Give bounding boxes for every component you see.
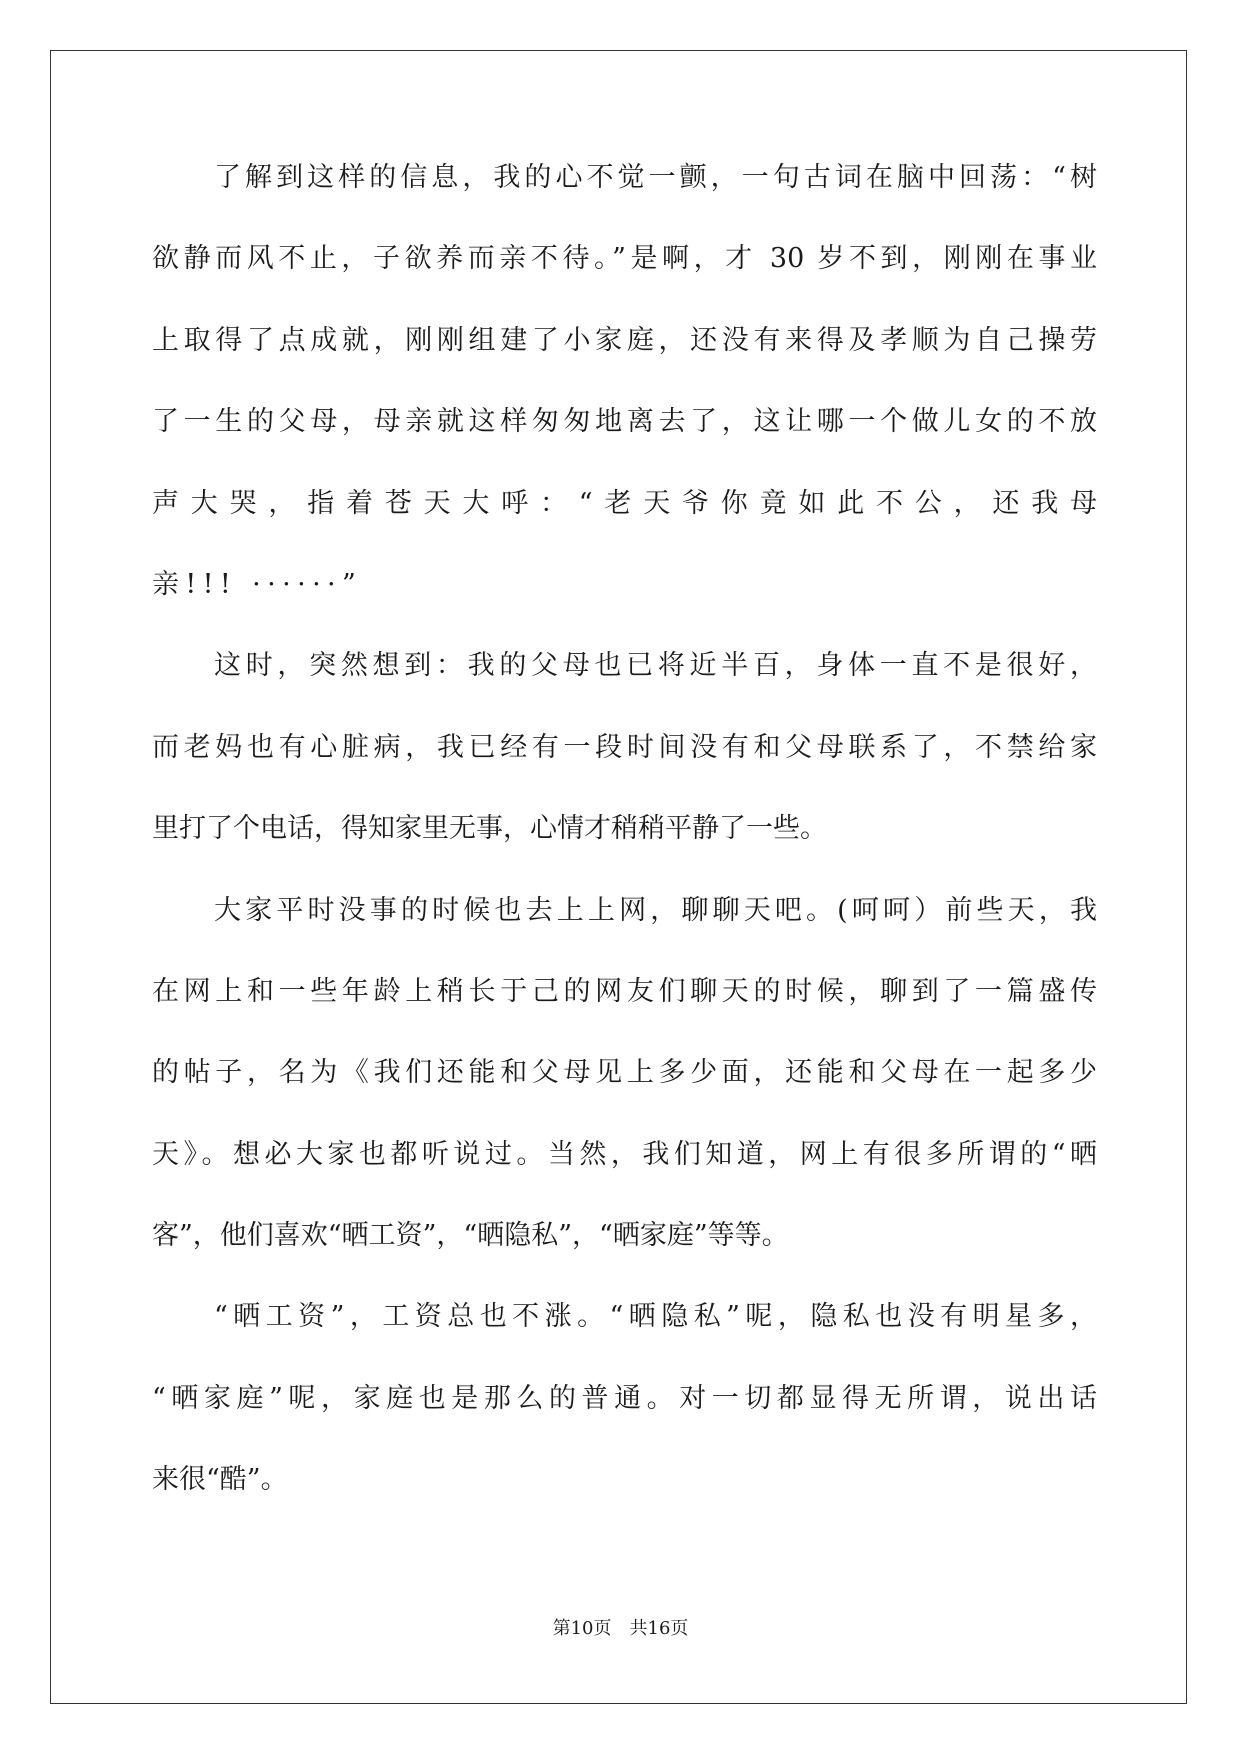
paragraph-line: 了解到这样的信息，我的心不觉一颤，一句古词在脑中回荡：“树 xyxy=(214,162,1097,193)
paragraph-line: 欲静而风不止，子欲养而亲不待。”是啊，才 30 岁不到，刚刚在事业 xyxy=(152,243,1097,275)
paragraph-line: “晒工资”，工资总也不涨。“晒隐私”呢，隐私也没有明星多， xyxy=(214,1301,1097,1333)
paragraph-line: “晒家庭”呢，家庭也是那么的普通。对一切都显得无所谓，说出话 xyxy=(152,1382,1097,1414)
paragraph-line: 这时，突然想到：我的父母也已将近半百，身体一直不是很好， xyxy=(214,650,1097,682)
paragraph-line: 声大哭，指着苍天大呼：“老天爷你竟如此不公，还我母 xyxy=(152,487,1097,519)
paragraph-line: 在网上和一些年龄上稍长于己的网友们聊天的时候，聊到了一篇盛传 xyxy=(152,975,1097,1007)
paragraph-line: 上取得了点成就，刚刚组建了小家庭，还没有来得及孝顺为自己操劳 xyxy=(152,324,1097,356)
paragraph-line: 的帖子，名为《我们还能和父母见上多少面，还能和父母在一起多少 xyxy=(152,1057,1097,1089)
document-body xyxy=(152,158,1097,1542)
paragraph-line: 里打了个电话，得知家里无事，心情才稍稍平静了一些。 xyxy=(152,813,827,845)
paragraph-line: 大家平时没事的时候也去上上网，聊聊天吧。(呵呵）前些天，我 xyxy=(214,894,1097,926)
paragraph-line: 而老妈也有心脏病，我已经有一段时间没有和父母联系了，不禁给家 xyxy=(152,731,1097,763)
paragraph-line: 了一生的父母，母亲就这样匆匆地离去了，这让哪一个做儿女的不放 xyxy=(152,406,1097,438)
page-number-footer: 第10页 共16页 xyxy=(552,1618,689,1639)
paragraph-line: 客”，他们喜欢“晒工资”，“晒隐私”，“晒家庭”等等。 xyxy=(152,1220,789,1252)
paragraph-line: 来很“酷”。 xyxy=(152,1464,288,1496)
paragraph-line: 天》。想必大家也都听说过。当然，我们知道，网上有很多所谓的“晒 xyxy=(152,1138,1097,1170)
paragraph-line: 亲!!! ······” xyxy=(152,568,363,600)
